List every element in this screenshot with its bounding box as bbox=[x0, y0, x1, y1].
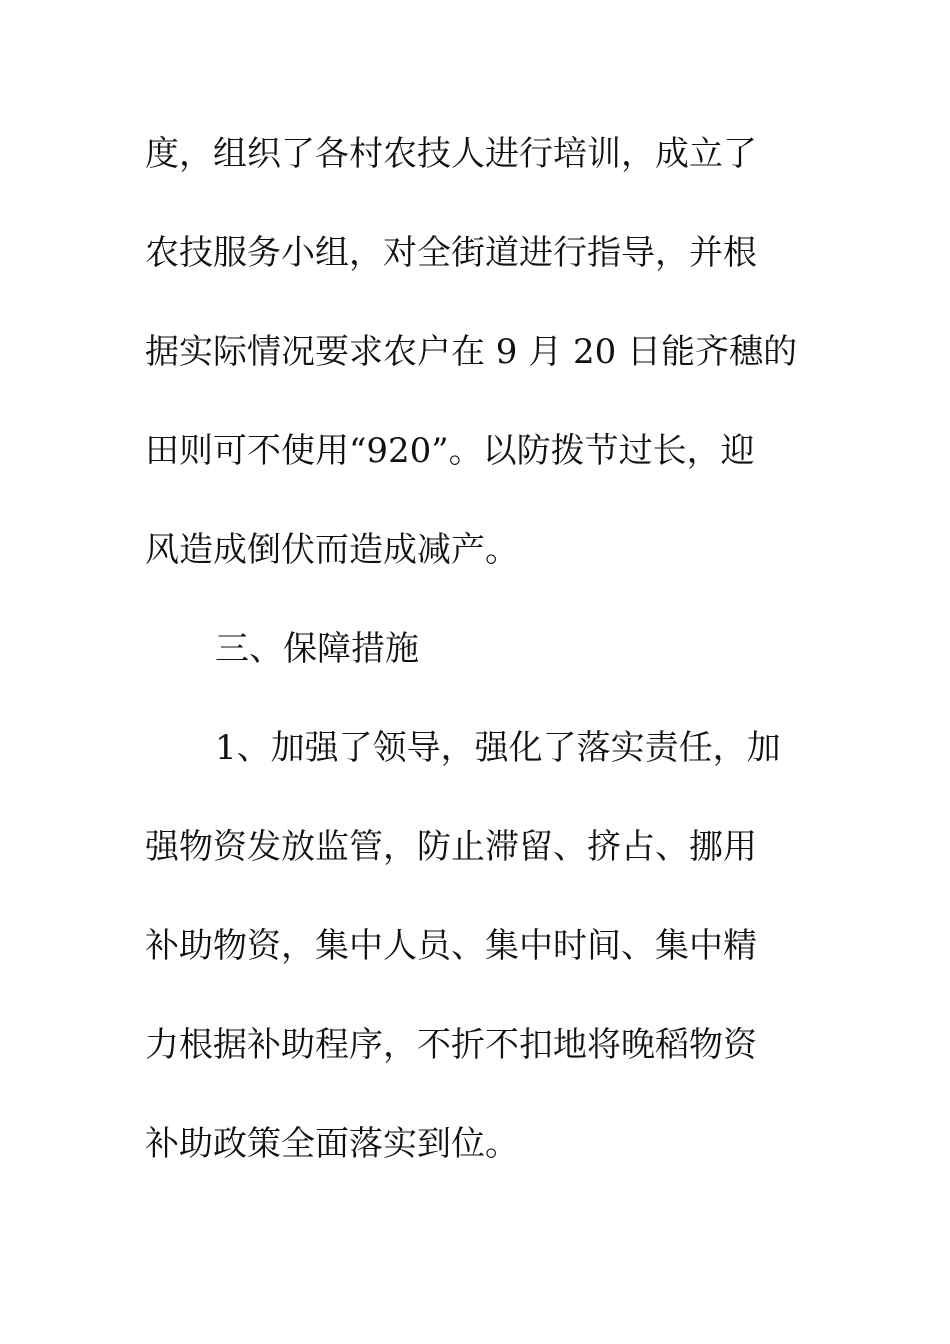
text-line: 度，组织了各村农技人进行培训，成立了 bbox=[145, 134, 757, 174]
text-line: 强物资发放监管，防止滞留、挤占、挪用 bbox=[145, 827, 757, 867]
text-line: 农技服务小组，对全街道进行指导，并根 bbox=[145, 233, 757, 273]
text-line: 风造成倒伏而造成减产。 bbox=[145, 530, 519, 570]
text-line: 1、加强了领导，强化了落实责任，加 bbox=[215, 728, 781, 768]
text-line: 补助物资，集中人员、集中时间、集中精 bbox=[145, 926, 757, 966]
text-line: 据实际情况要求农户在 9 月 20 日能齐穗的 bbox=[145, 332, 798, 372]
section-heading: 三、保障措施 bbox=[215, 629, 419, 669]
text-line: 补助政策全面落实到位。 bbox=[145, 1124, 519, 1164]
text-line: 田则可不使用“920”。以防拨节过长，迎 bbox=[145, 431, 755, 471]
text-line: 力根据补助程序，不折不扣地将晚稻物资 bbox=[145, 1025, 757, 1065]
